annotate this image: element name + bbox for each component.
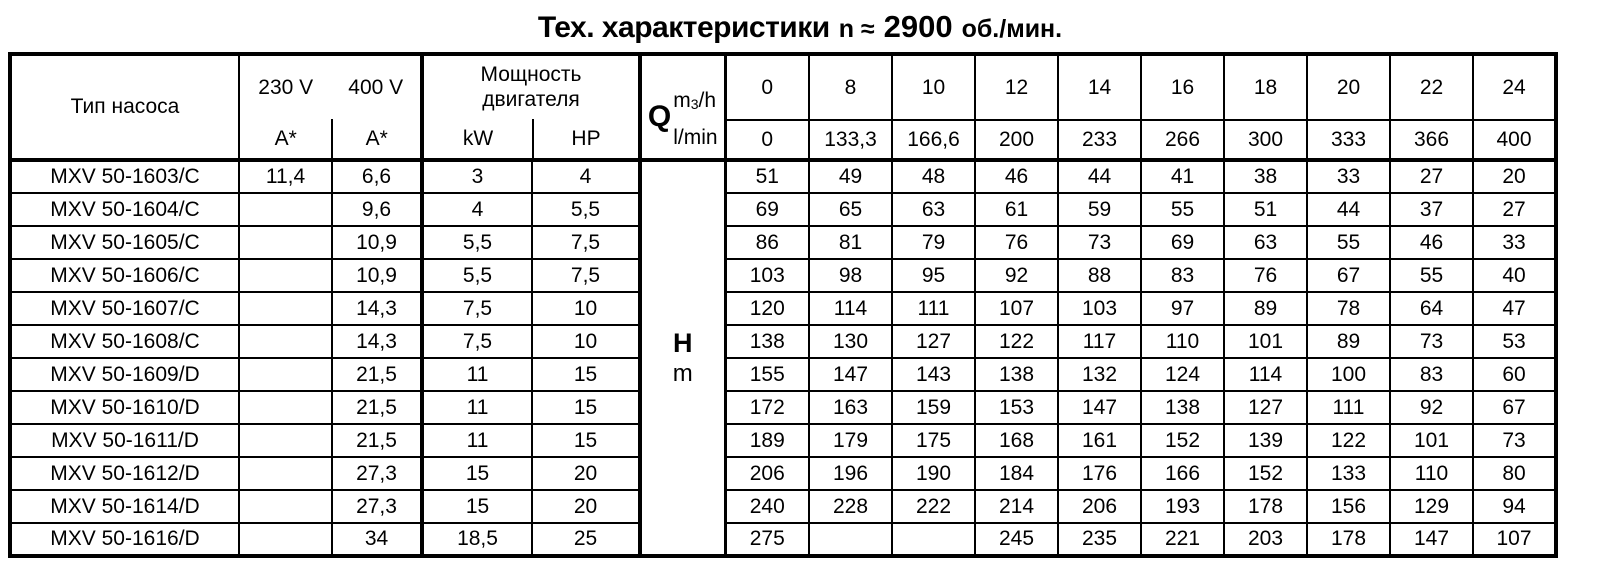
pump-type-cell: MXV 50-1616/D (10, 523, 239, 556)
head-value-cell: 228 (809, 490, 892, 523)
head-value-cell: 159 (892, 391, 975, 424)
head-value-cell: 122 (975, 325, 1058, 358)
head-value-cell: 120 (725, 292, 809, 325)
power-hp-cell: 15 (532, 391, 640, 424)
pump-type-cell: MXV 50-1606/C (10, 259, 239, 292)
header-kw: kW (462, 126, 494, 150)
header-400v: 400 V (348, 75, 404, 99)
head-value-cell: 63 (1224, 226, 1307, 259)
head-value-cell: 95 (892, 259, 975, 292)
pump-type-cell: MXV 50-1605/C (10, 226, 239, 259)
head-value-cell: 155 (725, 358, 809, 391)
head-value-cell: 86 (725, 226, 809, 259)
power-kw-cell: 11 (422, 358, 532, 391)
head-value-cell: 206 (725, 457, 809, 490)
head-value-cell: 127 (892, 325, 975, 358)
flow-lmin-value-cell: 300 (1224, 120, 1307, 160)
head-value-cell: 55 (1141, 193, 1224, 226)
power-hp-cell: 5,5 (532, 193, 640, 226)
flow-lmin-value-cell: 366 (1390, 120, 1473, 160)
head-value-cell: 89 (1307, 325, 1390, 358)
head-value-cell: 130 (809, 325, 892, 358)
head-value-cell (892, 523, 975, 556)
head-value-cell: 81 (809, 226, 892, 259)
table-row (10, 391, 1556, 424)
pump-type-cell: MXV 50-1614/D (10, 490, 239, 523)
title-rpm-value: 2900 (883, 9, 953, 44)
page-title (0, 0, 1600, 52)
current-400v-cell: 27,3 (332, 457, 422, 490)
head-value-cell: 40 (1473, 259, 1556, 292)
flow-lmin-value-cell: 200 (975, 120, 1058, 160)
head-value-cell: 127 (1224, 391, 1307, 424)
head-value-cell: 275 (725, 523, 809, 556)
head-value-cell: 92 (1390, 391, 1473, 424)
head-value-cell: 92 (975, 259, 1058, 292)
head-value-cell: 64 (1390, 292, 1473, 325)
current-400v-cell: 9,6 (332, 193, 422, 226)
head-value-cell: 20 (1473, 160, 1556, 193)
current-400v-cell: 21,5 (332, 424, 422, 457)
head-value-cell: 179 (809, 424, 892, 457)
head-value-cell: 129 (1390, 490, 1473, 523)
title-text: Тех. характеристики (537, 11, 830, 44)
head-value-cell: 114 (809, 292, 892, 325)
power-hp-cell: 10 (532, 325, 640, 358)
head-value-cell: 59 (1058, 193, 1141, 226)
head-value-cell: 63 (892, 193, 975, 226)
flow-m3h-value-cell: 16 (1141, 54, 1224, 120)
head-value-cell: 73 (1473, 424, 1556, 457)
head-value-cell: 107 (1473, 523, 1556, 556)
head-value-cell: 153 (975, 391, 1058, 424)
power-hp-cell: 20 (532, 490, 640, 523)
head-value-cell: 60 (1473, 358, 1556, 391)
head-value-cell: 80 (1473, 457, 1556, 490)
power-hp-cell: 4 (532, 160, 640, 193)
head-value-cell: 83 (1141, 259, 1224, 292)
current-400v-cell: 34 (332, 523, 422, 556)
head-value-cell: 69 (1141, 226, 1224, 259)
current-400v-cell: 27,3 (332, 490, 422, 523)
current-230v-cell (239, 490, 332, 523)
head-value-cell: 214 (975, 490, 1058, 523)
power-kw-cell: 7,5 (422, 325, 532, 358)
head-column-label (640, 160, 725, 556)
table-row (10, 457, 1556, 490)
power-kw-cell: 5,5 (422, 226, 532, 259)
current-230v-cell (239, 358, 332, 391)
head-value-cell: 89 (1224, 292, 1307, 325)
head-value-cell: 100 (1307, 358, 1390, 391)
head-value-cell: 114 (1224, 358, 1307, 391)
current-230v-cell (239, 292, 332, 325)
table-row (10, 259, 1556, 292)
header-230v: 230 V (258, 75, 314, 99)
current-230v-cell (239, 325, 332, 358)
head-value-cell: 33 (1307, 160, 1390, 193)
power-hp-cell: 25 (532, 523, 640, 556)
pump-type-column-header: Тип насоса (10, 54, 239, 160)
head-value-cell: 156 (1307, 490, 1390, 523)
current-230v-cell: 11,4 (239, 160, 332, 193)
head-value-cell: 147 (809, 358, 892, 391)
head-value-cell: 110 (1390, 457, 1473, 490)
title-rpm-unit: об./мин. (961, 15, 1063, 43)
head-value-cell: 178 (1307, 523, 1390, 556)
flow-lmin-value-cell: 133,3 (809, 120, 892, 160)
pump-type-cell: MXV 50-1608/C (10, 325, 239, 358)
head-value-cell: 97 (1141, 292, 1224, 325)
head-value-cell: 103 (725, 259, 809, 292)
flow-lmin-value-cell: 0 (725, 120, 809, 160)
current-400v-cell: 14,3 (332, 325, 422, 358)
flow-lmin-value-cell: 233 (1058, 120, 1141, 160)
header-hp: HP (532, 119, 638, 158)
head-value-cell: 245 (975, 523, 1058, 556)
head-value-cell: 133 (1307, 457, 1390, 490)
head-value-cell: 107 (975, 292, 1058, 325)
head-value-cell: 111 (892, 292, 975, 325)
current-400v-cell: 10,9 (332, 226, 422, 259)
head-value-cell: 88 (1058, 259, 1141, 292)
table-row (10, 358, 1556, 391)
motor-power-header-block (422, 54, 640, 160)
power-kw-cell: 15 (422, 457, 532, 490)
head-value-cell: 27 (1473, 193, 1556, 226)
head-value-cell: 46 (1390, 226, 1473, 259)
head-value-cell: 235 (1058, 523, 1141, 556)
head-value-cell: 83 (1390, 358, 1473, 391)
head-value-cell: 67 (1307, 259, 1390, 292)
current-230v-cell (239, 193, 332, 226)
power-kw-cell: 7,5 (422, 292, 532, 325)
head-value-cell: 147 (1058, 391, 1141, 424)
h-symbol: H (673, 327, 693, 358)
current-400v-cell: 21,5 (332, 358, 422, 391)
h-unit-m: m (672, 359, 693, 387)
head-value-cell: 143 (892, 358, 975, 391)
pump-type-cell: MXV 50-1607/C (10, 292, 239, 325)
head-value-cell: 152 (1141, 424, 1224, 457)
head-value-cell: 166 (1141, 457, 1224, 490)
head-value-cell: 44 (1058, 160, 1141, 193)
head-value-cell: 176 (1058, 457, 1141, 490)
head-value-cell: 101 (1390, 424, 1473, 457)
flow-m3h-value-cell: 0 (725, 54, 809, 120)
head-value-cell: 79 (892, 226, 975, 259)
power-kw-cell: 11 (422, 391, 532, 424)
current-230v-cell (239, 457, 332, 490)
head-value-cell: 41 (1141, 160, 1224, 193)
specs-table (8, 52, 1558, 558)
table-row (10, 424, 1556, 457)
current-400v-cell: 21,5 (332, 391, 422, 424)
table-row (10, 160, 1556, 193)
head-value-cell: 138 (1141, 391, 1224, 424)
head-value-cell: 161 (1058, 424, 1141, 457)
table-row (10, 325, 1556, 358)
head-value-cell: 168 (975, 424, 1058, 457)
power-kw-cell: 18,5 (422, 523, 532, 556)
head-value-cell: 55 (1307, 226, 1390, 259)
current-400v-cell: 6,6 (332, 160, 422, 193)
title-n-symbol: n ≈ (838, 15, 875, 43)
flow-m3h-value-cell: 14 (1058, 54, 1141, 120)
power-hp-cell: 15 (532, 424, 640, 457)
head-value-cell: 76 (1224, 259, 1307, 292)
head-value-cell: 184 (975, 457, 1058, 490)
head-value-cell: 48 (892, 160, 975, 193)
head-value-cell: 163 (809, 391, 892, 424)
head-value-cell: 221 (1141, 523, 1224, 556)
head-value-cell: 38 (1224, 160, 1307, 193)
head-value-cell: 178 (1224, 490, 1307, 523)
pump-type-cell: MXV 50-1611/D (10, 424, 239, 457)
head-value-cell: 44 (1307, 193, 1390, 226)
power-kw-cell: 5,5 (422, 259, 532, 292)
head-value-cell: 98 (809, 259, 892, 292)
head-value-cell: 190 (892, 457, 975, 490)
head-value-cell: 132 (1058, 358, 1141, 391)
flow-m3h-value-cell: 20 (1307, 54, 1390, 120)
flow-lmin-value-cell: 266 (1141, 120, 1224, 160)
head-value-cell (809, 523, 892, 556)
power-kw-cell: 3 (422, 160, 532, 193)
head-value-cell: 94 (1473, 490, 1556, 523)
table-row (10, 490, 1556, 523)
current-230v-cell (239, 226, 332, 259)
flow-m3h-value-cell: 22 (1390, 54, 1473, 120)
head-value-cell: 33 (1473, 226, 1556, 259)
flow-m3h-value-cell: 18 (1224, 54, 1307, 120)
head-value-cell: 172 (725, 391, 809, 424)
pump-type-cell: MXV 50-1603/C (10, 160, 239, 193)
table-row (10, 523, 1556, 556)
head-value-cell: 240 (725, 490, 809, 523)
head-value-cell: 138 (725, 325, 809, 358)
header-amp-230v: A* (274, 126, 297, 150)
head-value-cell: 27 (1390, 160, 1473, 193)
q-column-header (640, 54, 725, 160)
head-value-cell: 122 (1307, 424, 1390, 457)
pump-type-cell: MXV 50-1610/D (10, 391, 239, 424)
head-value-cell: 76 (975, 226, 1058, 259)
head-value-cell: 152 (1224, 457, 1307, 490)
head-value-cell: 65 (809, 193, 892, 226)
power-kw-cell: 4 (422, 193, 532, 226)
flow-unit-lmin: l/min (673, 126, 718, 149)
head-value-cell: 117 (1058, 325, 1141, 358)
current-230v-cell (239, 523, 332, 556)
power-kw-cell: 11 (422, 424, 532, 457)
flow-m3h-value-cell: 12 (975, 54, 1058, 120)
head-value-cell: 69 (725, 193, 809, 226)
head-value-cell: 37 (1390, 193, 1473, 226)
pump-type-cell: MXV 50-1612/D (10, 457, 239, 490)
head-value-cell: 78 (1307, 292, 1390, 325)
head-value-cell: 51 (725, 160, 809, 193)
head-value-cell: 61 (975, 193, 1058, 226)
head-value-cell: 51 (1224, 193, 1307, 226)
head-value-cell: 175 (892, 424, 975, 457)
head-value-cell: 110 (1141, 325, 1224, 358)
table-row (10, 292, 1556, 325)
header-amp-400v: A* (331, 119, 420, 158)
flow-m3h-value-cell: 24 (1473, 54, 1556, 120)
flow-m3h-header-row (10, 54, 1556, 120)
flow-lmin-value-cell: 166,6 (892, 120, 975, 160)
head-value-cell: 53 (1473, 325, 1556, 358)
head-value-cell: 196 (809, 457, 892, 490)
flow-m3h-value-cell: 8 (809, 54, 892, 120)
head-value-cell: 124 (1141, 358, 1224, 391)
pump-type-cell: MXV 50-1609/D (10, 358, 239, 391)
power-hp-cell: 10 (532, 292, 640, 325)
head-value-cell: 222 (892, 490, 975, 523)
head-value-cell: 147 (1390, 523, 1473, 556)
head-value-cell: 73 (1058, 226, 1141, 259)
power-hp-cell: 7,5 (532, 226, 640, 259)
head-value-cell: 111 (1307, 391, 1390, 424)
q-symbol: Q (647, 100, 672, 133)
head-value-cell: 206 (1058, 490, 1141, 523)
flow-lmin-value-cell: 400 (1473, 120, 1556, 160)
current-230v-cell (239, 259, 332, 292)
power-hp-cell: 7,5 (532, 259, 640, 292)
head-value-cell: 189 (725, 424, 809, 457)
head-value-cell: 101 (1224, 325, 1307, 358)
head-value-cell: 73 (1390, 325, 1473, 358)
head-value-cell: 47 (1473, 292, 1556, 325)
current-230v-cell (239, 391, 332, 424)
current-400v-cell: 14,3 (332, 292, 422, 325)
power-hp-cell: 15 (532, 358, 640, 391)
head-value-cell: 55 (1390, 259, 1473, 292)
flow-lmin-value-cell: 333 (1307, 120, 1390, 160)
head-value-cell: 46 (975, 160, 1058, 193)
power-kw-cell: 15 (422, 490, 532, 523)
current-230v-cell (239, 424, 332, 457)
voltage-header-block (239, 54, 422, 160)
flow-unit-m3h: m $^3$ /h (673, 89, 717, 112)
head-value-cell: 103 (1058, 292, 1141, 325)
table-row (10, 226, 1556, 259)
table-row (10, 193, 1556, 226)
head-value-cell: 67 (1473, 391, 1556, 424)
head-value-cell: 138 (975, 358, 1058, 391)
power-hp-cell: 20 (532, 457, 640, 490)
current-400v-cell: 10,9 (332, 259, 422, 292)
head-value-cell: 203 (1224, 523, 1307, 556)
pump-type-cell: MXV 50-1604/C (10, 193, 239, 226)
head-value-cell: 139 (1224, 424, 1307, 457)
flow-m3h-value-cell: 10 (892, 54, 975, 120)
head-value-cell: 193 (1141, 490, 1224, 523)
head-value-cell: 49 (809, 160, 892, 193)
motor-power-title: Мощность двигателя (480, 63, 582, 111)
